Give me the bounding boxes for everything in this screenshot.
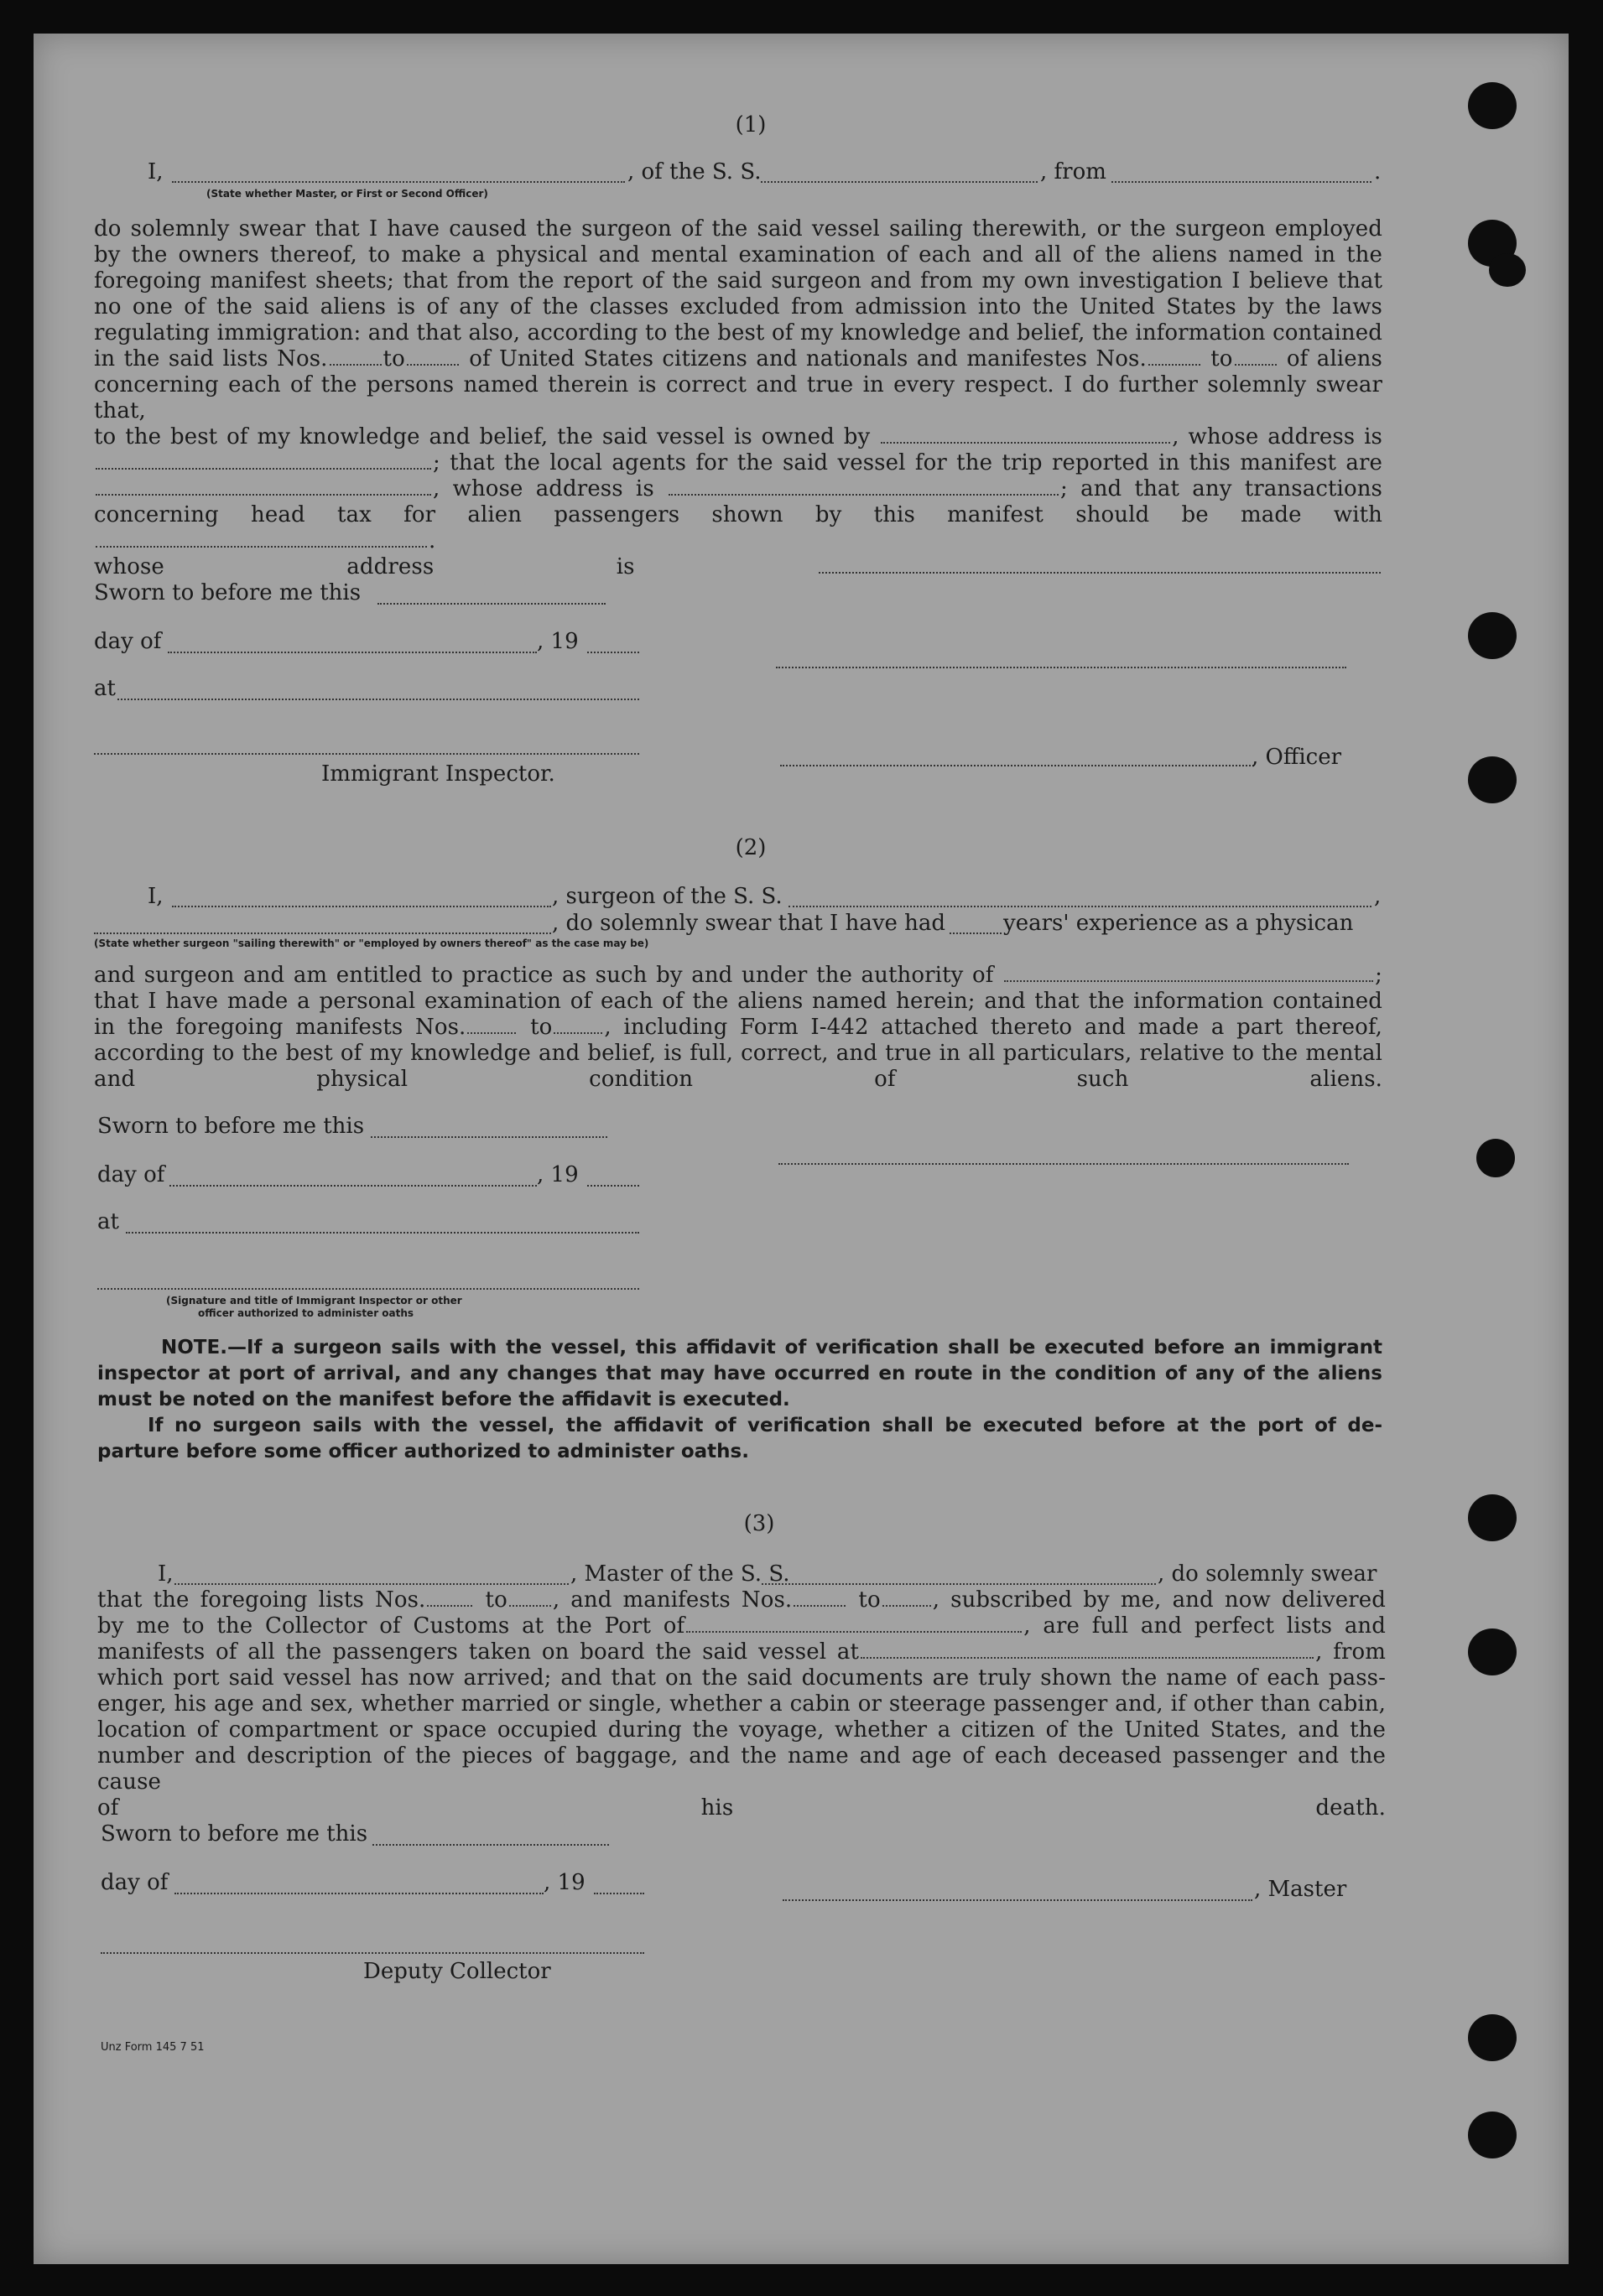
s2-at-label: at (97, 1209, 119, 1234)
s2-sig-caption-1: (Signature and title of Immigrant Inspector or other (166, 1295, 462, 1306)
blank (96, 545, 427, 548)
s3-sworn-line (372, 1844, 609, 1846)
s1-year-line (587, 652, 639, 653)
s2-text: to (530, 1015, 553, 1040)
s1-from-label: , from (1040, 159, 1106, 184)
blank (881, 441, 1170, 444)
s3-text: that the foregoing lists Nos. (97, 1587, 426, 1613)
s2-text: in the foregoing manifests Nos. (94, 1015, 466, 1040)
s3-i-label: I, (158, 1561, 174, 1587)
s1-text: to the best of my knowledge and belief, the said vessel is owned by (94, 424, 871, 449)
s2-signature-line (778, 1163, 1349, 1165)
punch-hole (1468, 756, 1517, 803)
note-line: parture before some officer authorized to administer oaths. (97, 1441, 749, 1462)
s3-master-line (174, 1583, 569, 1585)
punch-hole (1489, 253, 1526, 287)
s3-line (97, 1613, 1386, 1639)
s2-status-line (94, 932, 551, 934)
s3-deputy-label: Deputy Collector (363, 1959, 551, 1984)
s1-line: by the owners thereof, to make a physical and mental examination of each and all of the aliens named in the (94, 242, 1382, 268)
s1-text: to (383, 346, 405, 371)
blank (467, 1031, 516, 1034)
s1-text: whose address is (94, 554, 635, 579)
s1-line: regulating immigration: and that also, according to the best of my knowledge and belief, the information contained (94, 320, 1382, 345)
s2-years-line (950, 932, 1002, 934)
s3-dayof-label: day of (101, 1870, 169, 1895)
s3-text: to (858, 1587, 881, 1613)
s2-line: according to the best of my knowledge and belief, is full, correct, and true in all particulars, relative to the mental (94, 1041, 1382, 1066)
s1-year-label: , 19 (537, 629, 579, 654)
s3-line (97, 1587, 1386, 1613)
s2-comma: , (1374, 884, 1382, 909)
s3-year-line (594, 1893, 644, 1894)
s3-swear-label: , do solemnly swear (1158, 1561, 1377, 1587)
s3-master-label: , Master of the S. S. (570, 1561, 790, 1587)
s3-text: , and manifests Nos. (552, 1587, 793, 1613)
blank (669, 493, 1059, 496)
s2-paragraph (94, 963, 1382, 1093)
s2-status-caption: (State whether surgeon "sailing therewith" or "employed by owners thereof" as the case may be) (94, 938, 649, 949)
s2-i-label: I, (148, 884, 164, 909)
s2-line: that I have made a personal examination of each of the aliens named herein; and that the information contained (94, 989, 1382, 1014)
punch-hole (1468, 1628, 1517, 1675)
s1-i-label: I, (148, 159, 164, 184)
s3-line: number and description of the pieces of baggage, and the name and age of each deceased passenger and the cause (97, 1743, 1386, 1795)
s3-day-line (174, 1893, 544, 1894)
form-number: Unz Form 145 7 51 (101, 2041, 205, 2054)
s1-text: of aliens (1286, 346, 1382, 371)
blank (794, 1604, 846, 1607)
s1-line: concerning each of the persons named therein is correct and true in every respect. I do further solemnly swear that, (94, 372, 1382, 423)
s2-sworn-label: Sworn to before me this (97, 1114, 365, 1139)
s1-text: . (429, 528, 436, 553)
s2-line (94, 1015, 1382, 1041)
s3-paragraph (97, 1587, 1386, 1821)
s3-line (97, 1639, 1386, 1665)
s2-sig-caption-2: officer authorized to administer oaths (198, 1307, 414, 1319)
blank (427, 1604, 472, 1607)
blank (96, 493, 431, 496)
punch-hole (1468, 2112, 1517, 2158)
s2-inspector-line (97, 1288, 639, 1290)
s1-line: foregoing manifest sheets; that from the report of the said surgeon and from my own investigation I believe that (94, 268, 1382, 293)
s3-line: enger, his age and sex, whether married or single, whether a cabin or steerage passenger and, if other than cabin, (97, 1691, 1386, 1717)
s3-text: , from (1315, 1639, 1386, 1665)
s1-text: of United States citizens and nationals and manifestes Nos. (469, 346, 1147, 371)
s1-vessel-line (761, 181, 1038, 183)
s2-text: , including Form I-442 attached thereto and made a part thereof, (604, 1015, 1382, 1040)
s2-line (94, 963, 1382, 989)
s1-text: , whose address is (433, 476, 654, 501)
punch-hole (1468, 2014, 1517, 2061)
blank (509, 1604, 551, 1607)
s3-text: to (485, 1587, 507, 1613)
s1-text: in the said lists Nos. (94, 346, 328, 371)
s2-year-label: , 19 (537, 1162, 579, 1187)
s1-line (94, 476, 1382, 502)
s2-year-line (587, 1185, 639, 1187)
section-2-number: (2) (735, 835, 767, 860)
note-line: inspector at port of arrival, and any changes that may have occurred en route in the condition of any of the aliens (97, 1363, 1382, 1384)
s2-text: ; (1375, 963, 1382, 988)
s1-text: to (1210, 346, 1233, 371)
blank (882, 1604, 931, 1607)
s1-line: do solemnly swear that I have caused the surgeon of the said vessel sailing therewith, or the surgeon employed (94, 216, 1382, 242)
blank (330, 363, 382, 366)
s1-day-line (168, 652, 537, 653)
s2-day-line (169, 1185, 537, 1187)
punch-hole (1468, 612, 1517, 659)
blank (819, 571, 1381, 574)
punch-hole (1476, 1139, 1515, 1177)
s1-text: concerning head tax for alien passengers shown by this manifest should be made with (94, 502, 1382, 527)
section-3-number: (3) (743, 1511, 775, 1536)
note-line: must be noted on the manifest before the affidavit is executed. (97, 1389, 790, 1410)
s1-at-label: at (94, 676, 116, 701)
s1-text: ; and that any transactions (1060, 476, 1382, 501)
s2-surgeon-line (172, 906, 551, 907)
s1-officer-caption: (State whether Master, or First or Second Officer) (206, 188, 488, 200)
s2-vessel-line (788, 906, 1371, 907)
s3-line: which port said vessel has now arrived; and that on the said documents are truly shown the name of each pass- (97, 1665, 1386, 1691)
form-page (34, 34, 1569, 2264)
s2-sworn-line (371, 1136, 607, 1138)
s3-text: , are full and perfect lists and (1023, 1613, 1387, 1639)
s1-from-line (1111, 181, 1371, 183)
s1-line (94, 450, 1382, 476)
s3-text: by me to the Collector of Customs at the Port of (97, 1613, 685, 1639)
s1-sworn-line (377, 603, 606, 605)
s2-surgeon-label: , surgeon of the S. S. (552, 884, 783, 909)
punch-hole (1468, 1494, 1517, 1541)
s3-line: location of compartment or space occupied during the voyage, whether a citizen of the United States, and the (97, 1717, 1386, 1743)
s1-officer-line (172, 181, 625, 183)
note-line: If no surgeon sails with the vessel, the affidavit of verification shall be executed before at the port of de- (148, 1415, 1382, 1436)
s1-at-line (117, 699, 639, 700)
s3-deputy-line (101, 1952, 644, 1954)
s3-line: of his death. (97, 1795, 1386, 1821)
punch-hole (1468, 82, 1517, 129)
blank (96, 467, 431, 470)
s2-note (97, 1335, 1382, 1465)
s1-signature-line (776, 667, 1346, 668)
s3-year-label: , 19 (544, 1870, 586, 1895)
s2-line: and physical condition of such aliens. (94, 1067, 1382, 1092)
s2-dayof-label: day of (97, 1162, 165, 1187)
blank (861, 1656, 1314, 1659)
s1-line (94, 424, 1382, 450)
s1-text: ; that the local agents for the said vessel for the trip reported in this manifest are (433, 450, 1382, 475)
s3-master-sign-label: , Master (1254, 1877, 1347, 1902)
blank (686, 1630, 1022, 1633)
blank (407, 363, 459, 366)
s1-officer-sign-line (780, 765, 1254, 766)
s3-master-sign-line (783, 1899, 1252, 1901)
s3-text: , subscribed by me, and now delivered (932, 1587, 1386, 1613)
s1-officer-label: , Officer (1252, 745, 1342, 770)
note-line: NOTE.—If a surgeon sails with the vessel, this affidavit of verification shall be executed before an immigrant (161, 1337, 1382, 1358)
s1-inspector-line (94, 753, 639, 755)
s1-dayof-label: day of (94, 629, 162, 654)
s3-vessel-line (762, 1583, 1156, 1585)
s1-period: . (1374, 159, 1382, 184)
s1-line (94, 554, 1382, 580)
s1-sworn-label: Sworn to before me this (94, 580, 362, 605)
s2-text: and surgeon and am entitled to practice as such by and under the authority of (94, 963, 994, 988)
s1-of-ss-label: , of the S. S. (627, 159, 762, 184)
s1-line: no one of the said aliens is of any of the classes excluded from admission into the United States by the laws (94, 294, 1382, 319)
blank (1148, 363, 1200, 366)
s3-text: manifests of all the passengers taken on board the said vessel at (97, 1639, 860, 1665)
s2-years-label: years' experience as a physican (1003, 911, 1354, 936)
s1-line (94, 346, 1382, 372)
blank (554, 1031, 602, 1034)
s1-text: , whose address is (1172, 424, 1382, 449)
s1-paragraph (94, 216, 1382, 580)
s2-at-line (126, 1232, 639, 1234)
section-1-number: (1) (735, 112, 767, 138)
s3-sworn-label: Sworn to before me this (101, 1821, 368, 1847)
s1-inspector-label: Immigrant Inspector. (321, 761, 555, 787)
blank (1004, 979, 1373, 982)
s1-line (94, 502, 1382, 554)
blank (1235, 363, 1277, 366)
s2-swear-label: , do solemnly swear that I have had (552, 911, 946, 936)
